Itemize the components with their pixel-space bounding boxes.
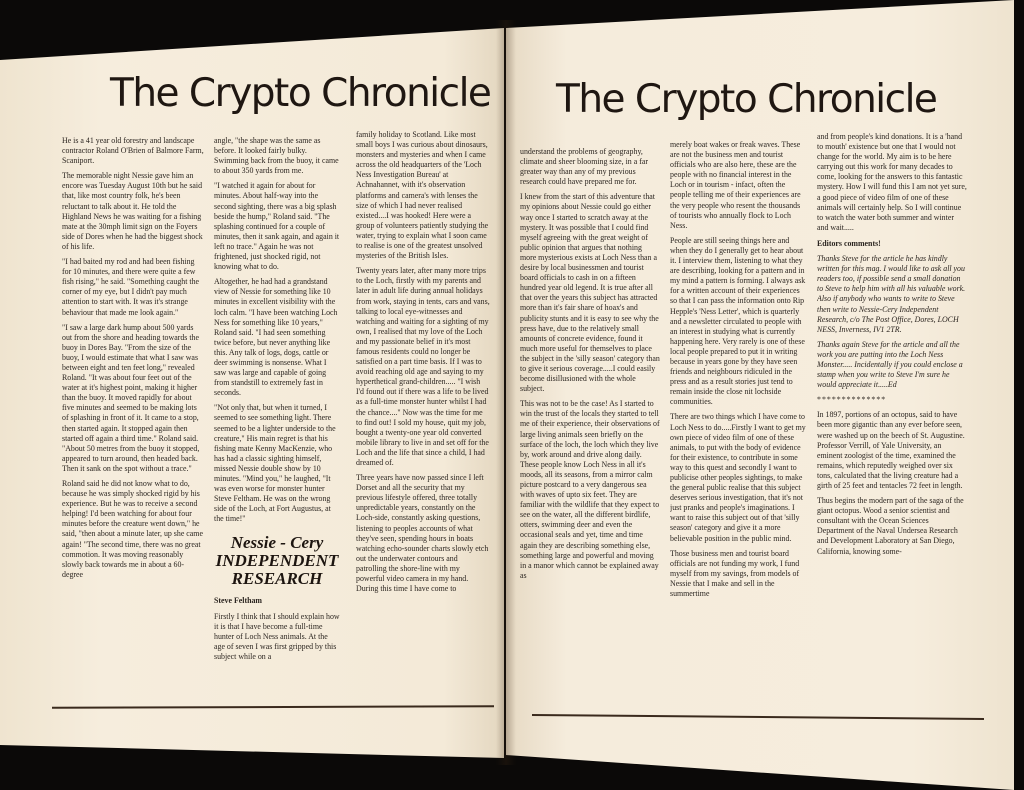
column-right-3 [817, 132, 967, 692]
editors-note: Thanks again Steve for the article and all the work you are putting into the Loch Ness Monster..... Incidentally if you could enclose a stamp when you write to Steve I'm sure he would appreciate it.....Ed [817, 339, 963, 390]
paragraph: and from people's kind donations. It is a 'hand to mouth' existence but one that I would not change for the world. My aim is to be here carrying out this work for many decades to come, looking for the answers to this fantastic mystery. How I will fund this I am not yet sure, a good piece of video film of one of these animals will certainly help. So I will continue to watch the water both summer and winter and wait..... [817, 132, 967, 232]
paragraph: Roland said he did not know what to do, because he was simply shocked rigid by his experience. But he was to receive a second helping! I'd been watching for about four minutes before the creature went down," he said, "then about a minute later, up she came again! "The second time, there was no great commotion. It was moving reasonably slowly back towards me in about a 60-degree [62, 479, 203, 579]
paragraph: "Not only that, but when it turned, I seemed to see something light. There seemed to be a lighter underside to the creature," His main regret is that his fishing mate Kenny MacKenzie, who has had a classic sighting himself, missed Nessie double show by 10 minutes. "Mind you," he laughed, "It was even worse for monster hunter Steve Feltham. He was on the wrong side of the Loch, at Fort Augustus, at the time!" [214, 403, 336, 524]
right-masthead: The Crypto Chronicle [556, 77, 937, 122]
section-divider: ************** [817, 395, 887, 405]
paragraph: "I watched it again for about for minutes. About half-way into the second sighting, there was a big splash beside the hump," Roland said. "The splashing continued for a couple of minutes, then it sank again, and again it left no trace." Again he was not frightened, just shocked rigid, not knowing what to do. [214, 181, 340, 272]
paragraph: He is a 41 year old forestry and landscape contractor Roland O'Brien of Balmore Farm, Scaniport. [62, 136, 204, 166]
column-left-1 [62, 136, 204, 696]
editors-heading: Editors comments! [817, 238, 881, 248]
heading-line: Nessie - Cery [230, 533, 324, 553]
byline: Steve Feltham [214, 596, 262, 606]
paragraph: "I had baited my rod and had been fishing for 10 minutes, and there were quite a few fish rising," he said. "Something caught the corner of my eye, but I didn't pay much attention to start with. It was it's strange behaviour that made me look again." [62, 257, 200, 317]
paragraph: People are still seeing things here and when they do I generally get to hear about it. I interview them, listening to what they are describing, looking for a pattern and in my mind a pattern is forming. I always ask for a written account of their experiences so that I can pass the information onto Rip Hepple's 'Ness Letter', which is quarterly and a newsletter circulated to people with an interest in studying what is currently happening here. Very rarely is one of these local people prepared to put it in writing because in years gone by they have seen friends and neighbours ridiculed in the press and as a result stories just tend to remain inside the close nit lochside communities. [670, 235, 806, 407]
paragraph: There are two things which I have come to Loch Ness to do.....Firstly I want to get my own piece of video film of one of these animals, to put with the body of evidence for their existence, to contribute in some way to this quest and secondly I want to publicise other peoples sightings, to make the general public realise that this subject deserves serious investigation, that it's not just pranks and people's imaginations. I want to raise this subject out of that 'silly season' category and give it a more believable position in the public mind. [670, 412, 806, 543]
paragraph: Altogether, he had had a grandstand view of Nessie for something like 10 minutes in excellent visibility with the loch calm. "I have been watching Loch Ness for something like 10 years," Roland said. "I had seen something twice before, but never anything like this. Any talk of logs, dogs, cattle or deer swimming is nonsense. What I saw was large and capable of going from standstill to extremely fast in seconds. [214, 277, 338, 398]
article-heading [214, 534, 340, 588]
paragraph: I knew from the start of this adventure that my opinions about Nessie could go either way once I started to scratch away at the mystery. It was possible that I could find myself agreeing with the great weight of public opinion that argues that nothing more mysterious exists at Loch Ness than a desire by local businessmen and tourist board officials to cash in on a fifteen hundred year old legend. It is true after all that over the years this subject has attracted more than it's fair share of hoax's and publicity stunts and it is easy to see why the press have, due to the relatively small amounts of concrete evidence, found it much more useful for themselves to place the subject in the 'silly season' category than to give it serious coverage.....I could easily become disillusioned with the whole subject. [520, 192, 660, 394]
paragraph: In 1897, portions of an octopus, said to have been more gigantic than any ever before seen, were washed up on the beech of St. Augustine. Professor Verrill, of Yale University, an eminent zoologist of the time, examined the remains, which reputedly weighed over six tons, calculated that the living creature had a girth of 25 feet and tentacles 72 feet in length. [817, 410, 965, 490]
left-masthead: The Crypto Chronicle [110, 71, 491, 116]
paragraph: The memorable night Nessie gave him an encore was Tuesday August 10th but he said that, like most country folk, he's been reluctant to talk about it. He told the Highland News he was waiting for a fishing mate at the 30mph limit sign on the Foyers side of Dores when he had the biggest shock of his life. [62, 171, 203, 251]
heading-line: INDEPENDENT [215, 551, 339, 571]
paragraph: Those business men and tourist board officials are not funding my work, I fund myself from my savings, from models of Nessie that I make and sell in the summertime [670, 548, 800, 599]
paragraph: Firstly I think that I should explain how it is that I have become a full-time hunter of Loch Ness animals. At the age of seven I was first gripped by this subject while on a [214, 611, 340, 661]
heading-line: RESEARCH [231, 569, 323, 589]
paragraph: merely boat wakes or freak waves. These are not the business men and tourist officials who are also here, these are the people with no financial interest in the Loch or in tourism - infact, often the people telling me of their experiences are the very people who resent the thousands of tourists who annually flock to Loch Ness. [670, 140, 801, 230]
column-left-2 [214, 136, 340, 696]
editors-note: Thanks Steve for the article he has kindly written for this mag. I would like to ask all you readers too, if possible send a small donation to Steve to help him with all his valuable work. Also if anybody who wants to write to Steve then write to Nessie-Cery Independent Research, c/o The Post Office, Dores, LOCH NESS, Inverness, IV1 2TR. [817, 254, 966, 334]
column-right-2 [670, 140, 808, 700]
paragraph: Twenty years later, after many more trips to the Loch, firstly with my parents and later in adult life during annual holidays from work, staying in tents, cars and vans, talking to local eye-witnesses and watching and waiting for a sighting of my own, I realised that my love of the Loch and my passionate belief in it's most famous residents could no longer be satisfied on a part time basis. If I was to avoid reaching old age and saying to my hyperthetical grand-children..... "I wish I'd found out if there was a life to be lived as a full-time monster hunter whilst I had the chance...." Now was the time for me to find out! I sold my house, quit my job, bought a twenty-one year old converted mobile library to live in and set off for the Loch and the life that since a child, I had dreamed of. [356, 266, 490, 467]
paragraph: This was not to be the case! As I started to win the trust of the locals they started to tell me of their experience, their observations of large living animals seen briefly on the surface of the loch, the loch which they live by, work around and drive along daily. These people know Loch Ness in all it's moods, all its seasons, from a mirror calm picture postcard to a very dangerous sea with waves of upto six feet. They are familiar with the wildlife that they expect to see on the water, all the different birdlife, otters, swimming deer and even the occasional seals and yet, time and time again they are describing something else, something large and powerful and moving in a manor which cannot be explained away as [520, 399, 660, 580]
paragraph: Thus begins the modern part of the saga of the giant octopus. Wood a senior scientist and consultant with the Ocean Sciences Department of the Naval Undersea Research and Development Laboratory at San Diego, California, knowing some- [817, 496, 964, 556]
paragraph: understand the problems of geography, climate and sheer blooming size, in a far greater way than any of my previous research could have prepared me for. [520, 147, 648, 187]
paragraph: "I saw a large dark hump about 500 yards out from the shore and heading towards the buoy in Dores Bay. "From the size of the buoy, I would estimate that what I saw was between eight and ten feet long," revealed Roland. "It was about four feet out of the water at it's highest point, making it higher than the buoy. It moved rapidly for about five minutes and seemed to be making lots of splashing in front of it. It came to a stop, then started again. It stopped again then started off again a third time." Roland said. "About 50 metres from the buoy it stopped, appeared to turn around, then headed back. Then it sank on the spot without a trace." [62, 322, 200, 473]
paragraph: family holiday to Scotland. Like most small boys I was curious about dinosaurs, monsters and mysteries and when I came across the old headquarters of the 'Loch Ness Investigation Bureau' at Achnahannet, with it's observation platforms and camera's with lenses the size of which I had never realised existed....I was hooked! Here were a group of volunteers patiently studying the water, trying to explain what I soon came to realise is one of the greatest unsolved mysteries of the British Isles. [356, 130, 489, 261]
paragraph: Three years have now passed since I left Dorset and all the security that my previous lifestyle offered, three totally unpredictable years, constantly on the Loch-side, constantly asking questions, listening to peoples accounts of what they've seen, spending hours in boats watching echo-sounder charts slowly etch out the underwater contours and patrolling the shore-line with my powerful video camera in my hand. During this time I have come to [356, 473, 489, 594]
column-left-3 [356, 130, 490, 690]
column-right-1 [520, 147, 660, 707]
book-gutter [496, 20, 516, 765]
paragraph: angle, "the shape was the same as before. It looked fairly bulky. Swimming back from the buoy, it came to about 350 yards from me. [214, 136, 339, 176]
